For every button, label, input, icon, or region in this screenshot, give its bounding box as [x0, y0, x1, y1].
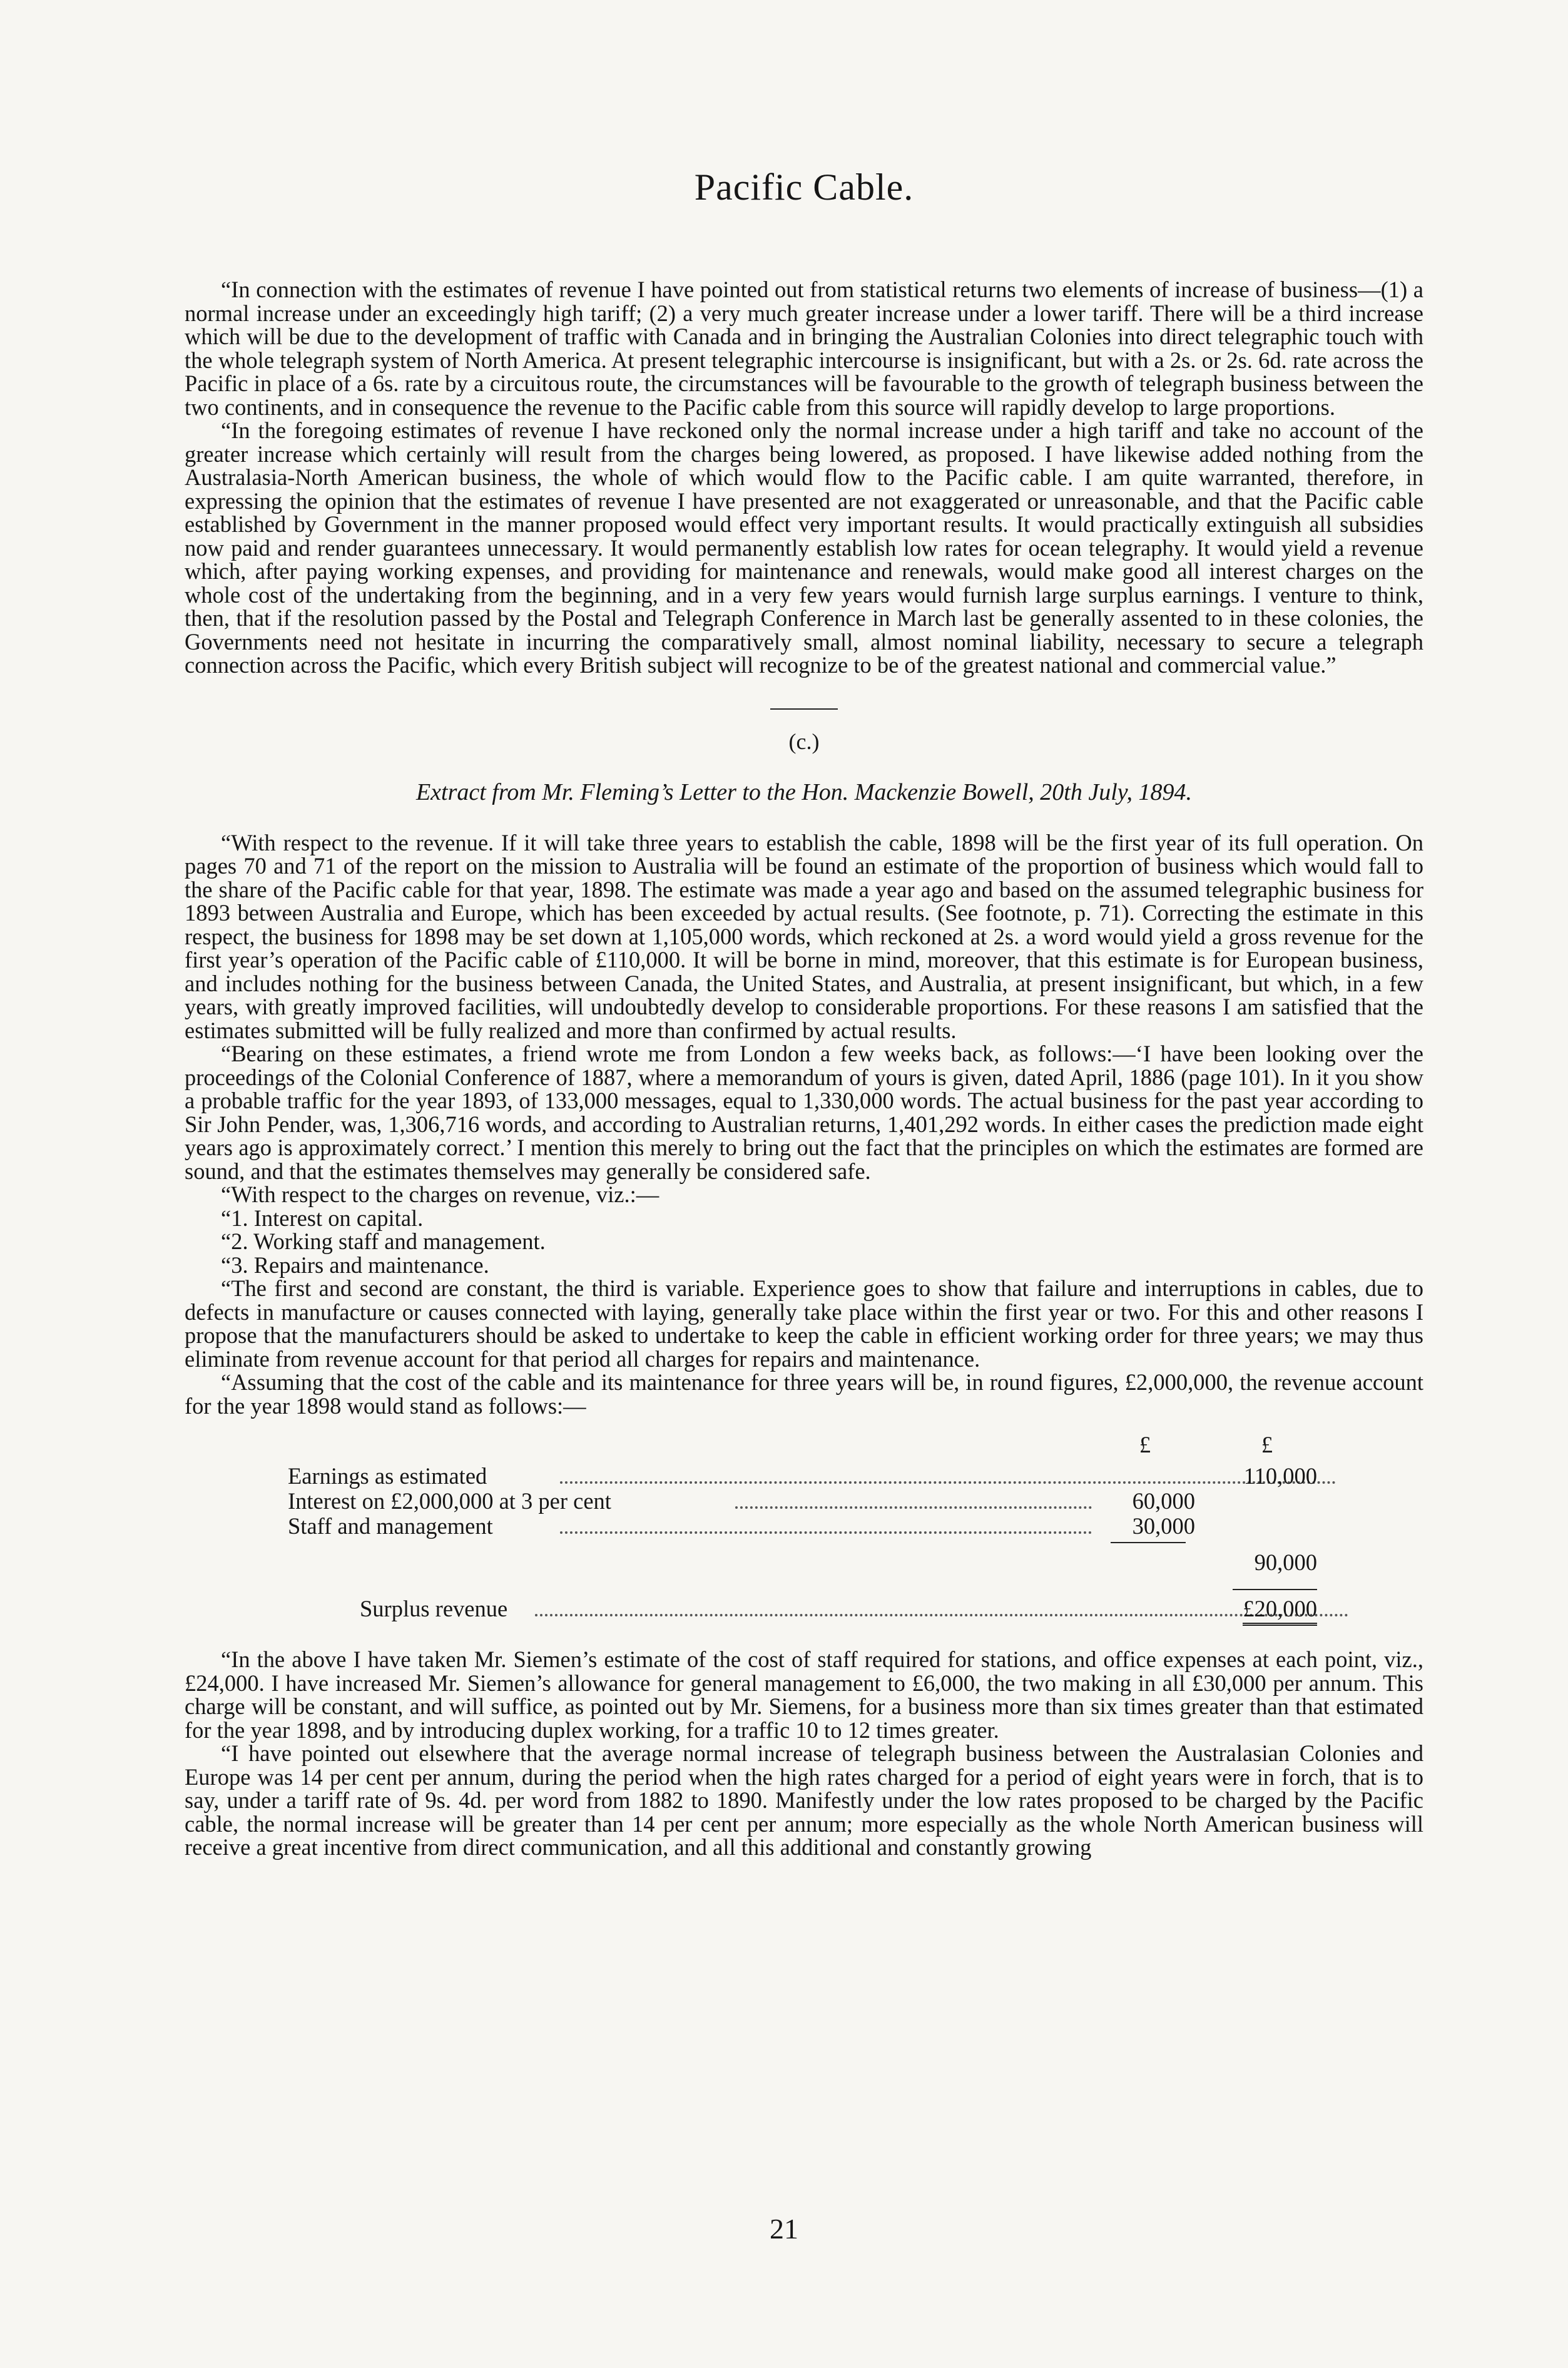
dot-leader — [735, 1506, 1092, 1509]
charges-list-item-1: “1. Interest on capital. — [221, 1205, 424, 1231]
section-marker: (c.) — [788, 728, 820, 754]
revenue-account-row-staff — [185, 1513, 1423, 1538]
earnings-value: 110,000 — [1243, 1463, 1317, 1489]
body-paragraph-charges-intro: “With respect to the charges on revenue, viz.:— — [221, 1181, 659, 1207]
charges-total-value: 90,000 — [1254, 1549, 1317, 1575]
page-title: Pacific Cable. — [694, 166, 914, 208]
intro-paragraph-1: “In connection with the estimates of revenue I have pointed out from statistical returns two elements of increase of business—(1) a normal increase under an exceedingly high tariff; (2) a very much greater increase under a lower tariff. There will be a third increase which will be due to the development of traffic with Canada and in bringing the Australian Colonies into direct telegraphic touch with the whole telegraph system of North America. At present telegraphic intercourse is insignificant, but with a 2s. or 2s. 6d. rate across the Pacific in place of a 6s. rate by a circuitous route, the circumstances will be favourable to the growth of telegraph business between the two continents, and in consequence the revenue to the Pacific cable from this source will rapidly develop to large proportions. — [185, 277, 1423, 420]
total-rule — [1233, 1589, 1317, 1590]
column-header-pounds-2: £ — [1261, 1432, 1273, 1457]
dot-leader — [560, 1531, 1092, 1534]
revenue-account-row-charges-total — [185, 1549, 1423, 1574]
charges-list-item-2: “2. Working staff and management. — [221, 1228, 546, 1254]
column-header-pounds-1: £ — [1139, 1432, 1151, 1457]
charges-list-item-3: “3. Repairs and maintenance. — [221, 1252, 489, 1278]
body-paragraph-bearing: “Bearing on these estimates, a friend wrote me from London a few weeks back, as follows:—‘I have been looking over the proceedings of the Colonial Conference of 1887, where a memorandum of yours is given, dated April, 1886 (page 101). In it you show a probable traffic for the year 1893, of 133,000 messages, equal to 1,330,000 words. The actual business for the past year according to Sir John Pender, was, 1,306,716 words, and according to Australian returns, 1,401,292 words. In either cases the prediction made eight years ago is approximately correct.’ I mention this merely to bring out the fact that the principles on which the estimates are formed are sound, and that the estimates themselves may generally be considered safe. — [185, 1041, 1423, 1184]
surplus-label: Surplus revenue — [360, 1596, 508, 1621]
subtotal-rule — [1111, 1542, 1186, 1543]
staff-label: Staff and management — [288, 1513, 493, 1539]
surplus-value: £20,000 — [1243, 1596, 1317, 1626]
section-divider — [770, 708, 838, 710]
revenue-account-row-earnings — [185, 1462, 1423, 1488]
page-content — [185, 166, 1423, 1859]
intro-paragraph-2: “In the foregoing estimates of revenue I have reckoned only the normal increase under a high tariff and take no account of the greater increase which certainly will result from the charges being lowered, as proposed. I have likewise added nothing from the Australasia-North American business, the whole of which would flow to the Pacific cable. I am quite warranted, therefore, in expressing the opinion that the estimates of revenue I have presented are not exaggerated or unreasonable, and that the Pacific cable established by Government in the manner proposed would effect very important results. It would practically extinguish all subsidies now paid and render guarantees unnecessary. It would permanently establish low rates for ocean telegraphy. It would yield a revenue which, after paying working expenses, and providing for maintenance and renewals, would make good all interest charges on the whole cost of the undertaking from the beginning, and in a very few years would furnish large surplus earnings. I venture to think, then, that if the resolution passed by the Postal and Telegraph Conference in March last be generally assented to in these colonies, the Governments need not hesitate in incurring the comparatively small, almost nominal liability, necessary to secure a telegraph connection across the Pacific, which every British subject will recognize to be of the greatest national and commercial value.” — [185, 417, 1423, 678]
body-paragraph-siemens: “In the above I have taken Mr. Siemen’s estimate of the cost of staff required for stations, and office expenses at each point, viz., £24,000. I have increased Mr. Siemen’s allowance for general management to £6,000, the two making in all £30,000 per annum. This charge will be constant, and will suffice, as pointed out by Mr. Siemens, for a business more than six times greater than that estimated for the year 1898, and by introducing duplex working, for a traffic 10 to 12 times greater. — [185, 1646, 1423, 1743]
extract-heading: Extract from Mr. Fleming’s Letter to the Hon. Mackenzie Bowell, 20th July, 1894. — [415, 778, 1193, 805]
staff-value: 30,000 — [1132, 1513, 1195, 1539]
revenue-account-row-surplus — [185, 1595, 1423, 1620]
body-paragraph-first-second: “The first and second are constant, the third is variable. Experience goes to show that failure and interruptions in cables, due to defects in manufacture or causes connected with laying, generally take place within the first year or two. For this and other reasons I propose that the manufacturers should be asked to undertake to keep the cable in efficient working order for three years; we may thus eliminate from revenue account for that period all charges for repairs and maintenance. — [185, 1275, 1423, 1372]
body-paragraph-assuming: “Assuming that the cost of the cable and its maintenance for three years will be, in round figures, £2,000,000, the revenue account for the year 1898 would stand as follows:— — [185, 1369, 1423, 1419]
body-paragraph-revenue: “With respect to the revenue. If it will take three years to establish the cable, 1898 will be the first year of its full operation. On pages 70 and 71 of the report on the mission to Australia will be found an estimate of the proportion of business which would fall to the share of the Pacific cable for that year, 1898. The estimate was made a year ago and based on the assumed telegraphic business for 1893 between Australia and Europe, which has been exceeded by actual results. (See footnote, p. 71). Correcting the estimate in this respect, the business for 1898 may be set down at 1,105,000 words, which reckoned at 2s. a word would yield a gross revenue for the first year’s operation of the Pacific cable of £110,000. It will be borne in mind, moreover, that this estimate is for European business, and includes nothing for the business between Canada, the United States, and Australia, at present insignificant, but which, in a few years, with greatly improved facilities, will undoubtedly develop to considerable proportions. For these reasons I am satisfied that the estimates submitted will be fully realized and more than confirmed by actual results. — [185, 829, 1423, 1043]
revenue-account-row-interest — [185, 1488, 1423, 1513]
revenue-account-table — [185, 1431, 1423, 1619]
interest-value: 60,000 — [1132, 1488, 1195, 1514]
earnings-label: Earnings as estimated — [288, 1463, 487, 1489]
revenue-account-header-row — [185, 1431, 1423, 1456]
page-number: 21 — [770, 2213, 798, 2245]
interest-label: Interest on £2,000,000 at 3 per cent — [288, 1488, 611, 1514]
body-paragraph-increase: “I have pointed out elsewhere that the average normal increase of telegraph business between the Australasian Colonies and Europe was 14 per cent per annum, during the period when the high rates charged for a period of eight years were in forch, that is to say, under a tariff rate of 9s. 4d. per word from 1882 to 1890. Manifestly under the low rates proposed to be charged by the Pacific cable, the normal increase will be greater than 14 per cent per annum; more especially as the whole North American business will receive a great incentive from direct communication, and all this additional and constantly growing — [185, 1740, 1423, 1860]
